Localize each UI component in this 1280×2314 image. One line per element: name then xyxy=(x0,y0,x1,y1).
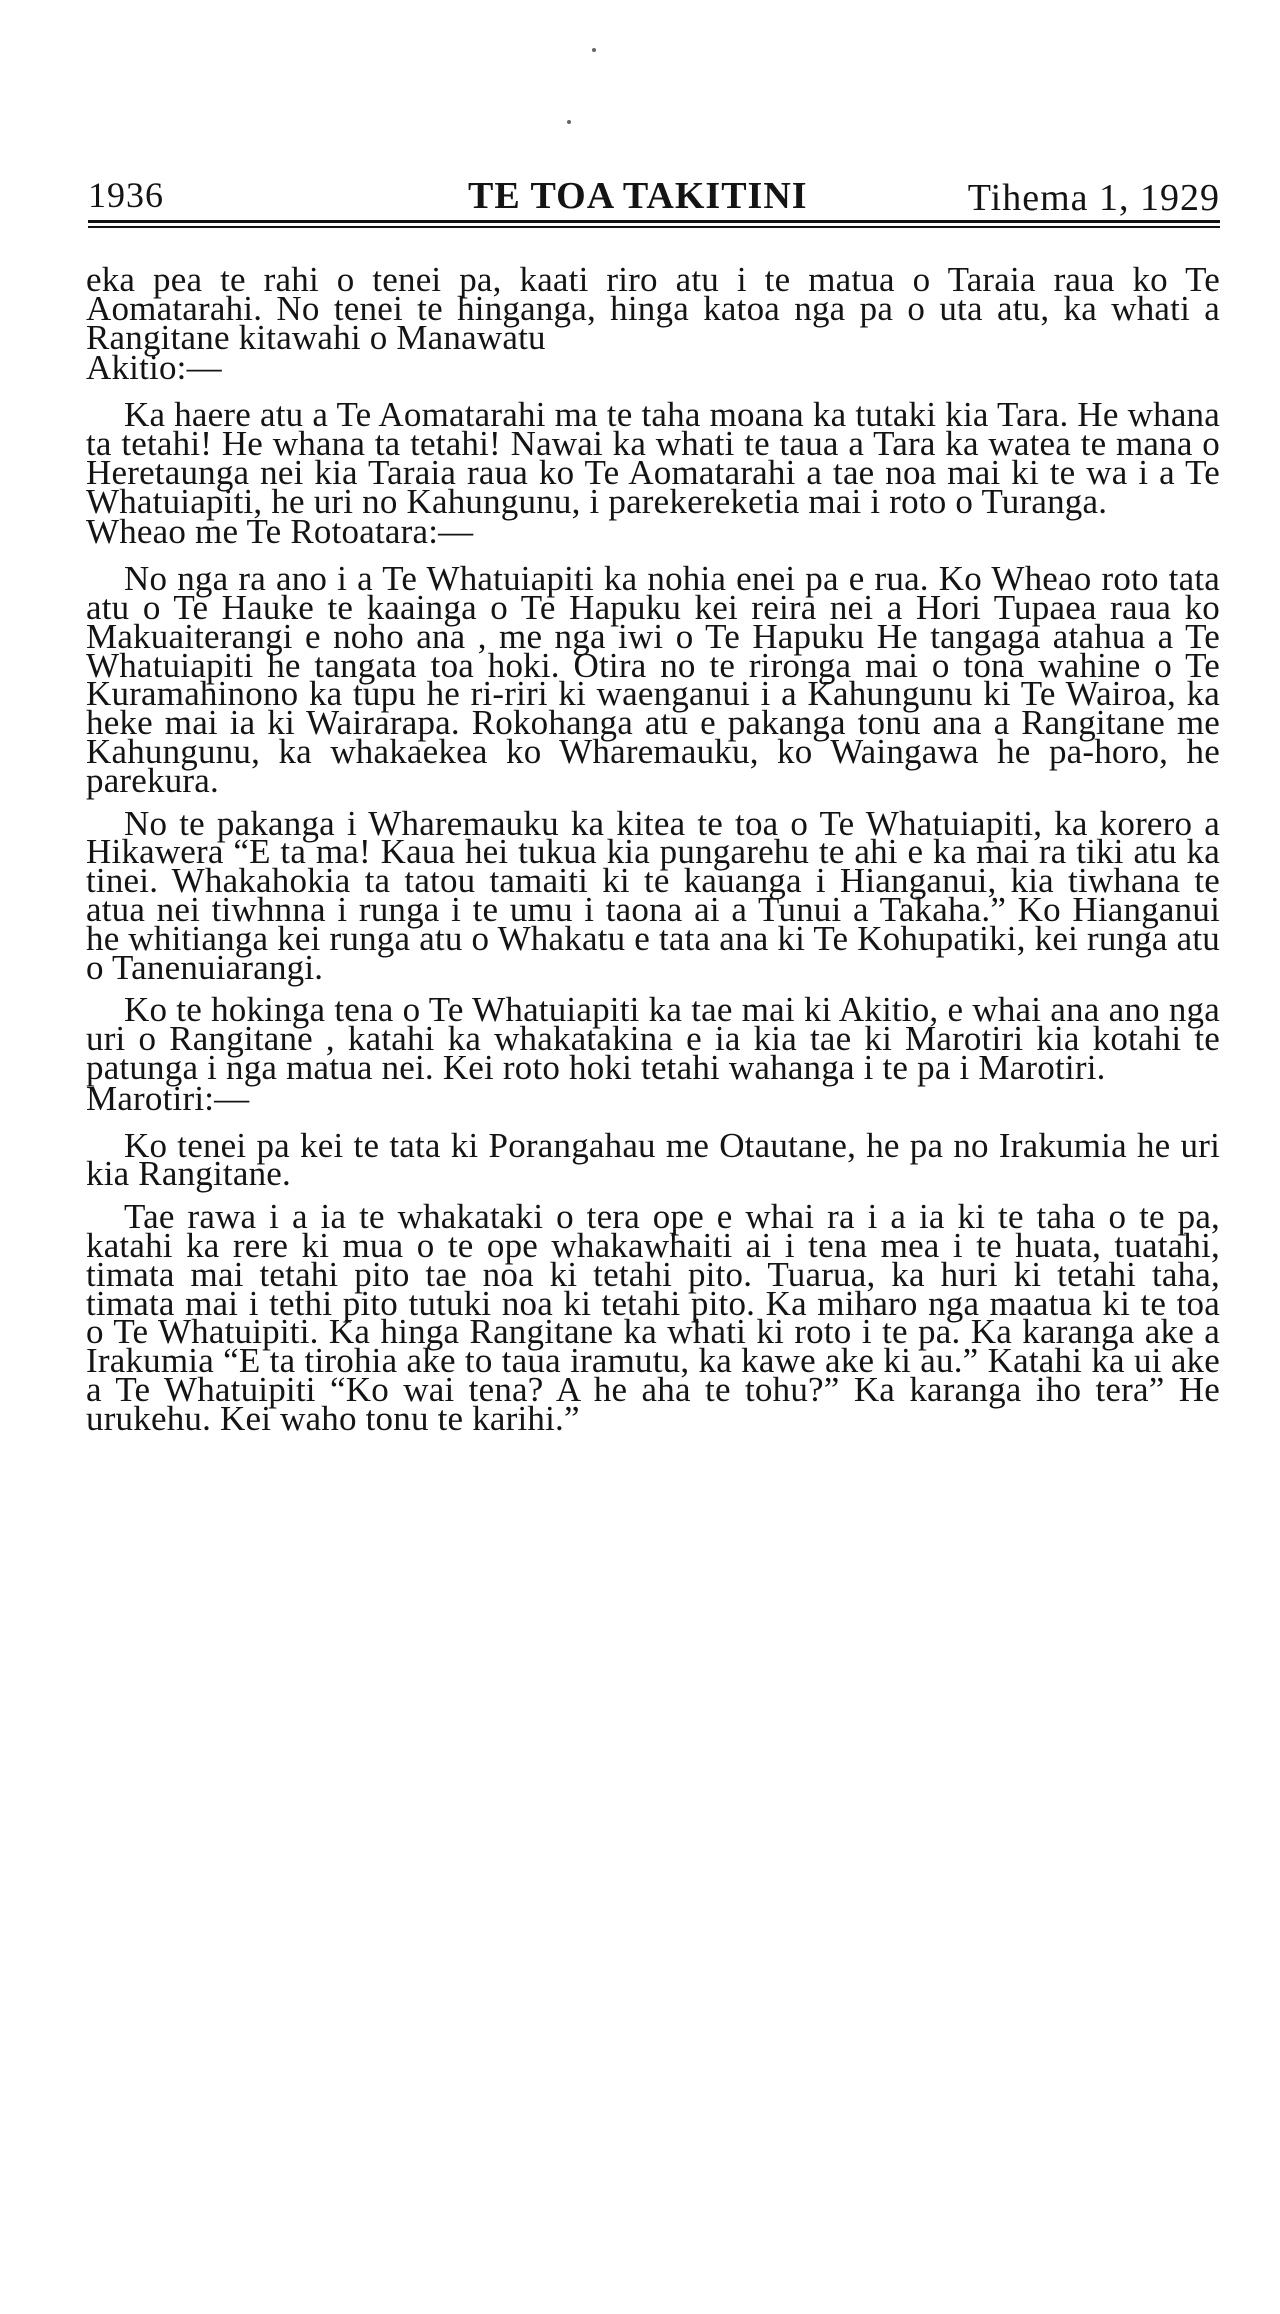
paragraph: Tae rawa i a ia te whakataki o tera ope e whai ra i a ia ki te taha o te pa, katahi ka rere ki mua o te ope whakawhaiti ai i tena mea i te huata, tuatahi, timata mai tetahi pito tae noa ki tetahi pito. Tuarua, ka huri ki tetahi taha, timata mai i tethi pito tutuki noa ki tetahi pito. Ka miharo nga maatua ki te toa o Te Whatuipiti. Ka hinga Rangitane ka whati ki roto i te pa. Ka karanga ake a Irakumia “E ta tirohia ake to taua iramutu, ka kawe ake ki au.” Katahi ka ui ake a Te Whatuipiti “Ko wai tena? A he aha te tohu?” Ka karanga iho tera” He urukehu. Kei waho tonu te karihi.” xyxy=(86,1197,1220,1438)
paragraph: Ka haere atu a Te Aomatarahi ma te taha moana ka tutaki kia Tara. He whana ta tetahi! He whana ta tetahi! Nawai ka whati te taua a Tara ka watea te mana o Heretaunga nei kia Taraia raua ko Te Aomatarahi a tae noa mai ki te wa i a Te Whatuiapiti, he uri no Kahungunu, i parekereketia mai i roto o Turanga. xyxy=(86,395,1220,521)
header-rule xyxy=(88,226,1220,228)
running-header xyxy=(88,170,1220,226)
scan-speck xyxy=(592,48,596,52)
paragraph: Ko te hokinga tena o Te Whatuiapiti ka tae mai ki Akitio, e whai ana ano nga uri o Rangitane , katahi ka whakatakina e ia kia tae ki Marotiri kia kotahi te patunga i nga matua nei. Kei roto hoki tetahi wahanga i te pa i Marotiri. xyxy=(86,990,1220,1087)
page-number: 1936 xyxy=(88,175,164,215)
header-rule xyxy=(88,220,1220,223)
paragraph: No te pakanga i Wharemauku ka kitea te toa o Te Whatuiapiti, ka korero a Hikawera “E ta ma! Kaua hei tukua kia pungarehu te ahi e ka mai ra tiki atu ka tinei. Whakahokia ta tatou tamaiti ki te kauanga i Hianganui, kia tiwhana te atua nei tiwhnna i runga i te umu i taona ai a Tunui a Takaha.” Ko Hianganui he whitianga kei runga atu o Whakatu e tata ana ki Te Kohupatiki, kei runga atu o Tanenuiarangi. xyxy=(86,803,1220,987)
section-heading: Akitio:— xyxy=(86,348,222,388)
scan-speck xyxy=(567,120,571,124)
issue-date: Tihema 1, 1929 xyxy=(967,177,1220,219)
paragraph: Ko tenei pa kei te tata ki Porangahau me Otautane, he pa no Irakumia he uri kia Rangitane. xyxy=(86,1125,1220,1194)
paragraph: eka pea te rahi o tenei pa, kaati riro atu i te matua o Taraia raua ko Te Aomatarahi. No tenei te hinganga, hinga katoa nga pa o uta atu, ka whati a Rangitane kitawahi o Manawatu xyxy=(86,260,1220,357)
journal-title: TE TOA TAKITINI xyxy=(468,175,808,217)
section-heading: Wheao me Te Rotoatara:— xyxy=(86,512,474,552)
article-body xyxy=(86,260,1220,1447)
paragraph: No nga ra ano i a Te Whatuiapiti ka nohia enei pa e rua. Ko Wheao roto tata atu o Te Hauke te kaainga o Te Hapuku kei reira nei a Hori Tupaea raua ko Makuaiterangi e noho ana , me nga iwi o Te Hapuku He tangaga atahua a Te Whatuiapiti he tangata toa hoki. Otira no te rironga mai o tona wahine o Te Kuramahinono ka tupu he ri-riri ki waenganui i a Kahungunu ki Te Wairoa, ka heke mai ia ki Wairarapa. Rokohanga atu e pakanga tonu ana a Rangitane me Kahungunu, ka whakaekea ko Wharemauku, ko Waingawa he pa-horo, he parekura. xyxy=(86,559,1220,800)
section-heading: Marotiri:— xyxy=(86,1078,250,1118)
